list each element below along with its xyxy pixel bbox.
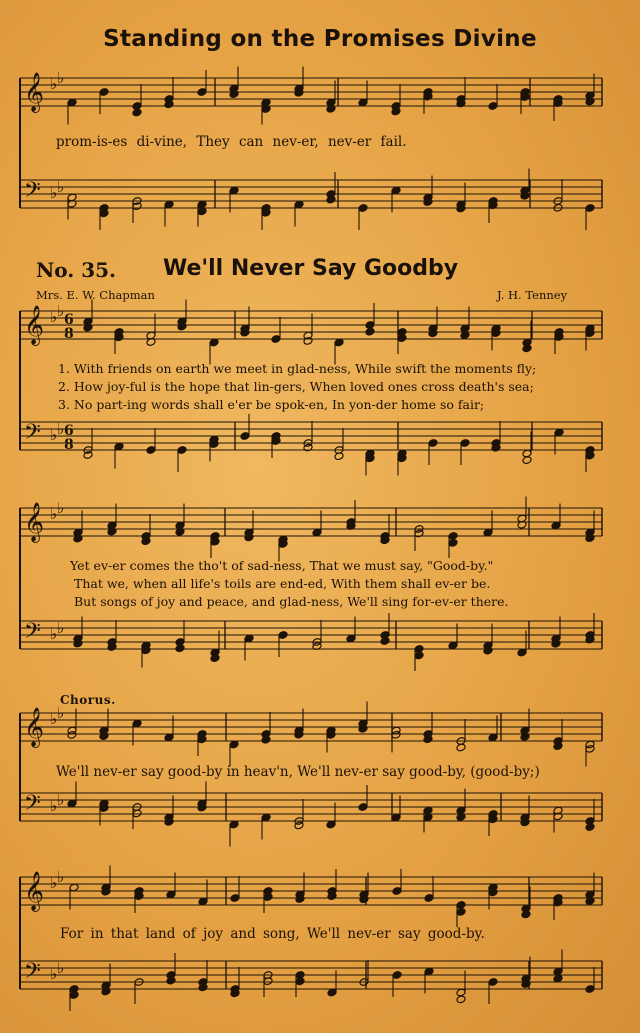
bass-clef-icon: 𝄢	[24, 619, 41, 649]
flat-icon: ♭	[50, 505, 58, 523]
system-1-bass-note	[334, 452, 344, 461]
lyricist-credit: Mrs. E. W. Chapman	[36, 288, 155, 302]
system-1-treble-note	[365, 327, 375, 336]
treble-clef-icon: 𝄞	[24, 707, 45, 747]
flat-icon: ♭	[50, 797, 58, 815]
bass-clef-icon: 𝄢	[24, 959, 41, 989]
flat-icon: ♭	[57, 69, 65, 87]
time-signature-top: 6	[64, 423, 74, 439]
system-4-bass-note	[456, 995, 466, 1004]
system-1-bass-note	[522, 456, 532, 465]
flat-icon: ♭	[50, 426, 58, 444]
bass-clef-icon: 𝄢	[24, 178, 41, 208]
time-signature-bottom: 8	[64, 437, 74, 453]
flat-icon: ♭	[57, 704, 65, 722]
flat-icon: ♭	[50, 308, 58, 326]
chorus-label: Chorus.	[60, 693, 116, 707]
treble-clef-icon: 𝄞	[24, 502, 45, 542]
verse-2-line-a: 2. How joy-ful is the hope that lin-gers, When loved ones cross death's sea;	[58, 379, 534, 394]
flat-icon: ♭	[50, 710, 58, 728]
treble-clef-icon: 𝄞	[24, 871, 45, 911]
flat-icon: ♭	[57, 178, 65, 196]
flat-icon: ♭	[57, 619, 65, 637]
bass-clef-icon: 𝄢	[24, 791, 41, 821]
hymn-title: We'll Never Say Goodby	[163, 256, 459, 281]
chorus-line-a: We'll nev-er say good-by in heav'n, We'll nev-er say good-by, (good-by;)	[56, 764, 540, 780]
flat-icon: ♭	[50, 625, 58, 643]
bass-clef-icon: 𝄢	[24, 420, 41, 450]
system-top-treble-note	[132, 108, 142, 117]
chorus-line-b: For in that land of joy and song, We'll nev-er say good-by.	[60, 926, 485, 942]
flat-icon: ♭	[50, 965, 58, 983]
lyric-line-top: prom-is-es di-vine, They can nev-er, nev-er fail.	[56, 134, 407, 150]
flat-icon: ♭	[57, 302, 65, 320]
verse-3-line-b: But songs of joy and peace, and glad-ness, We'll sing for-ev-er there.	[74, 594, 509, 609]
verse-3-line-a: 3. No part-ing words shall e'er be spok-en, In yon-der home so fair;	[58, 397, 485, 412]
flat-icon: ♭	[57, 959, 65, 977]
verse-1-line-b: Yet ev-er comes the tho't of sad-ness, That we must say, "Good-by."	[70, 558, 494, 573]
system-3-treble-note	[456, 743, 466, 752]
treble-clef-icon: 𝄞	[24, 305, 45, 345]
flat-icon: ♭	[50, 874, 58, 892]
flat-icon: ♭	[50, 75, 58, 93]
time-signature-top: 6	[64, 312, 74, 328]
flat-icon: ♭	[57, 868, 65, 886]
composer-credit: J. H. Tenney	[497, 288, 568, 302]
flat-icon: ♭	[57, 499, 65, 517]
flat-icon: ♭	[57, 791, 65, 809]
flat-icon: ♭	[57, 420, 65, 438]
hymn-number: No. 35.	[36, 258, 116, 282]
treble-clef-icon: 𝄞	[24, 72, 45, 112]
verse-1-line-a: 1. With friends on earth we meet in glad-ness, While swift the moments fly;	[58, 361, 537, 376]
flat-icon: ♭	[50, 184, 58, 202]
page-title: Standing on the Promises Divine	[103, 26, 537, 52]
system-2-bass-note	[175, 644, 185, 653]
time-signature-bottom: 8	[64, 326, 74, 342]
verse-2-line-b: That we, when all life's toils are end-ed, With them shall ev-er be.	[74, 576, 491, 591]
